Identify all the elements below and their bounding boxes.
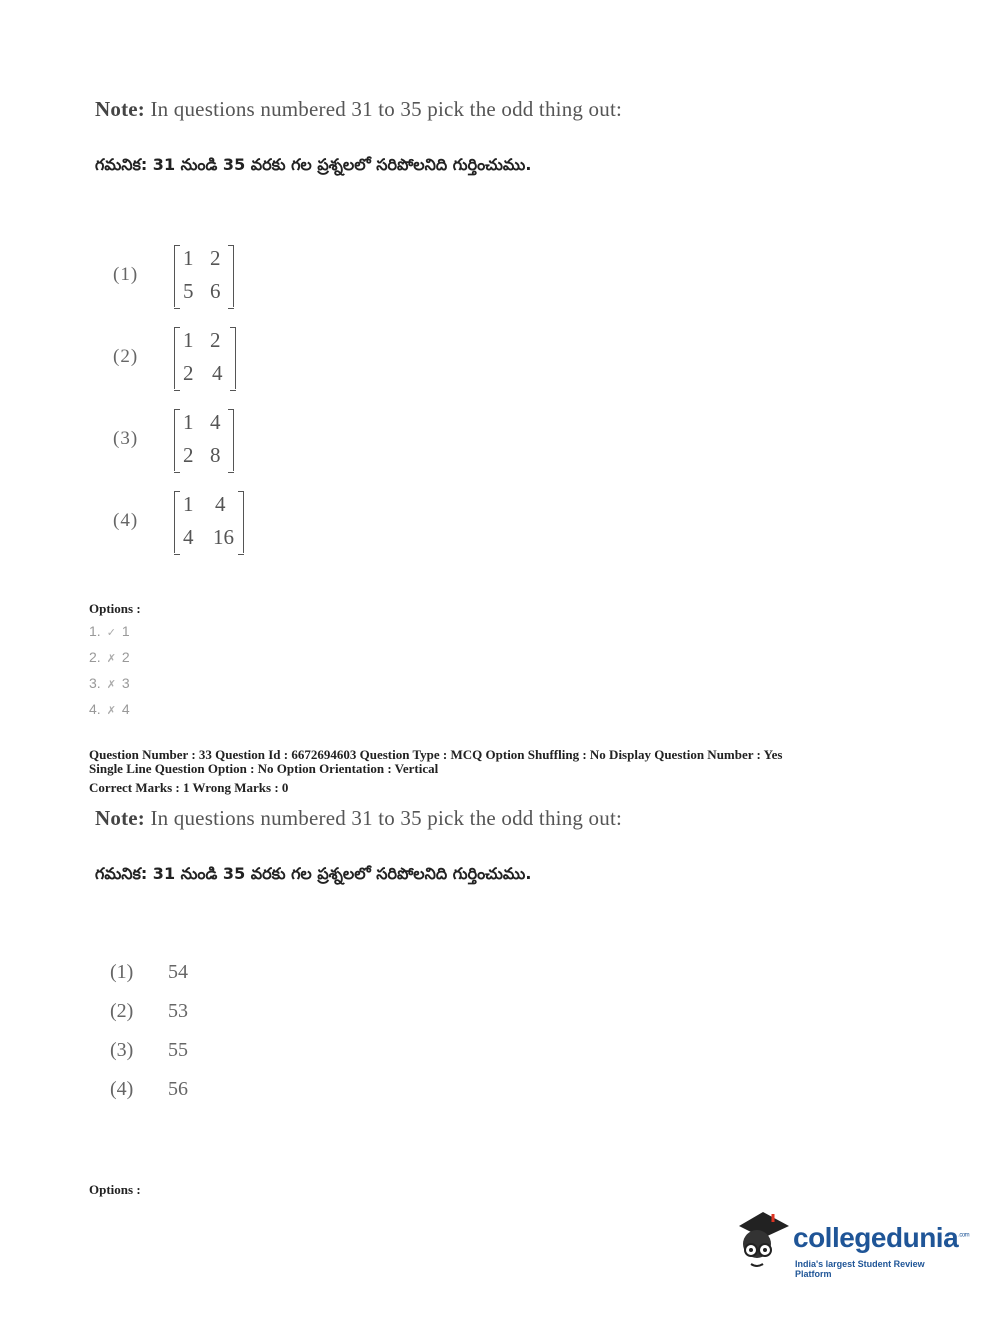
options-heading-2: Options : — [89, 1182, 141, 1197]
matrix-option-3 — [174, 409, 234, 471]
logo-word: collegedunia — [793, 1222, 959, 1253]
meta-line-1: Question Number : 33 Question Id : 6672694603 Question Type : MCQ Option Shuffling : No Display Question Number : Yes — [89, 747, 783, 762]
option-number: 2. — [89, 649, 101, 665]
item-label: (1) — [113, 264, 139, 285]
collegedunia-logo — [733, 1208, 970, 1280]
question-note-2 — [95, 806, 622, 831]
option-value: 4 — [121, 701, 130, 717]
item-label: (4) — [113, 510, 139, 531]
item-label: (4) — [110, 1078, 134, 1100]
check-icon: ✓ — [106, 627, 116, 639]
answer-option-3 — [89, 675, 130, 691]
matrix-option-1 — [174, 245, 234, 307]
matrix-cell: 1 — [183, 328, 194, 352]
option-number: 1. — [89, 623, 101, 639]
matrix-cell: 4 — [210, 410, 221, 434]
note-label: Note: — [95, 97, 145, 121]
answer-option-1 — [89, 623, 130, 639]
mascot-icon — [733, 1208, 791, 1274]
item-value: 56 — [168, 1078, 188, 1100]
item-label: (2) — [113, 346, 139, 367]
matrix-cell: 1 — [183, 410, 194, 434]
logo-tagline: India's largest Student Review Platform — [795, 1259, 925, 1279]
note-label: Note: — [95, 806, 145, 830]
matrix-cell: 8 — [210, 443, 221, 467]
option-value: 3 — [121, 675, 130, 691]
matrix-cell: 2 — [210, 246, 221, 270]
matrix-cell: 4 — [212, 361, 223, 385]
matrix-cell: 2 — [183, 443, 194, 467]
item-label: (2) — [110, 1000, 134, 1022]
item-label: (3) — [113, 428, 139, 449]
cross-icon: ✗ — [106, 653, 116, 665]
matrix-option-2 — [174, 327, 236, 389]
question-meta — [89, 748, 969, 795]
meta-line-3: Correct Marks : 1 Wrong Marks : 0 — [89, 780, 289, 795]
matrix-cell: 6 — [210, 279, 221, 303]
logo-suffix: .com — [958, 1232, 970, 1239]
cross-icon: ✗ — [106, 705, 116, 717]
option-number: 4. — [89, 701, 101, 717]
item-value: 53 — [168, 1000, 188, 1022]
matrix-cell: 4 — [183, 525, 194, 549]
matrix-cell: 2 — [210, 328, 221, 352]
option-number: 3. — [89, 675, 101, 691]
cross-icon: ✗ — [106, 679, 116, 691]
matrix-cell: 16 — [213, 525, 234, 549]
matrix-cell: 4 — [215, 492, 226, 516]
item-value: 54 — [168, 961, 188, 983]
logo-wordmark — [793, 1222, 969, 1254]
meta-line-2: Single Line Question Option : No Option Orientation : Vertical — [89, 761, 439, 776]
matrix-option-4 — [174, 491, 244, 553]
answer-option-4 — [89, 701, 130, 717]
question-note-1 — [95, 97, 622, 122]
matrix-cell: 1 — [183, 492, 194, 516]
matrix-cell: 5 — [183, 279, 194, 303]
telugu-note-2: గమనిక: 31 నుండి 35 వరకు గల ప్రశ్నలలో సరిపోలనిది గుర్తించుము. — [95, 864, 532, 883]
telugu-note-1: గమనిక: 31 నుండి 35 వరకు గల ప్రశ్నలలో సరిపోలనిది గుర్తించుము. — [95, 155, 532, 174]
option-value: 1 — [121, 623, 130, 639]
note-text: In questions numbered 31 to 35 pick the odd thing out: — [150, 97, 623, 121]
option-value: 2 — [121, 649, 130, 665]
item-label: (3) — [110, 1039, 134, 1061]
matrix-cell: 2 — [183, 361, 194, 385]
options-heading-1: Options : — [89, 601, 141, 616]
answer-option-2 — [89, 649, 130, 665]
matrix-cell: 1 — [183, 246, 194, 270]
note-text: In questions numbered 31 to 35 pick the odd thing out: — [150, 806, 623, 830]
item-label: (1) — [110, 961, 134, 983]
item-value: 55 — [168, 1039, 188, 1061]
